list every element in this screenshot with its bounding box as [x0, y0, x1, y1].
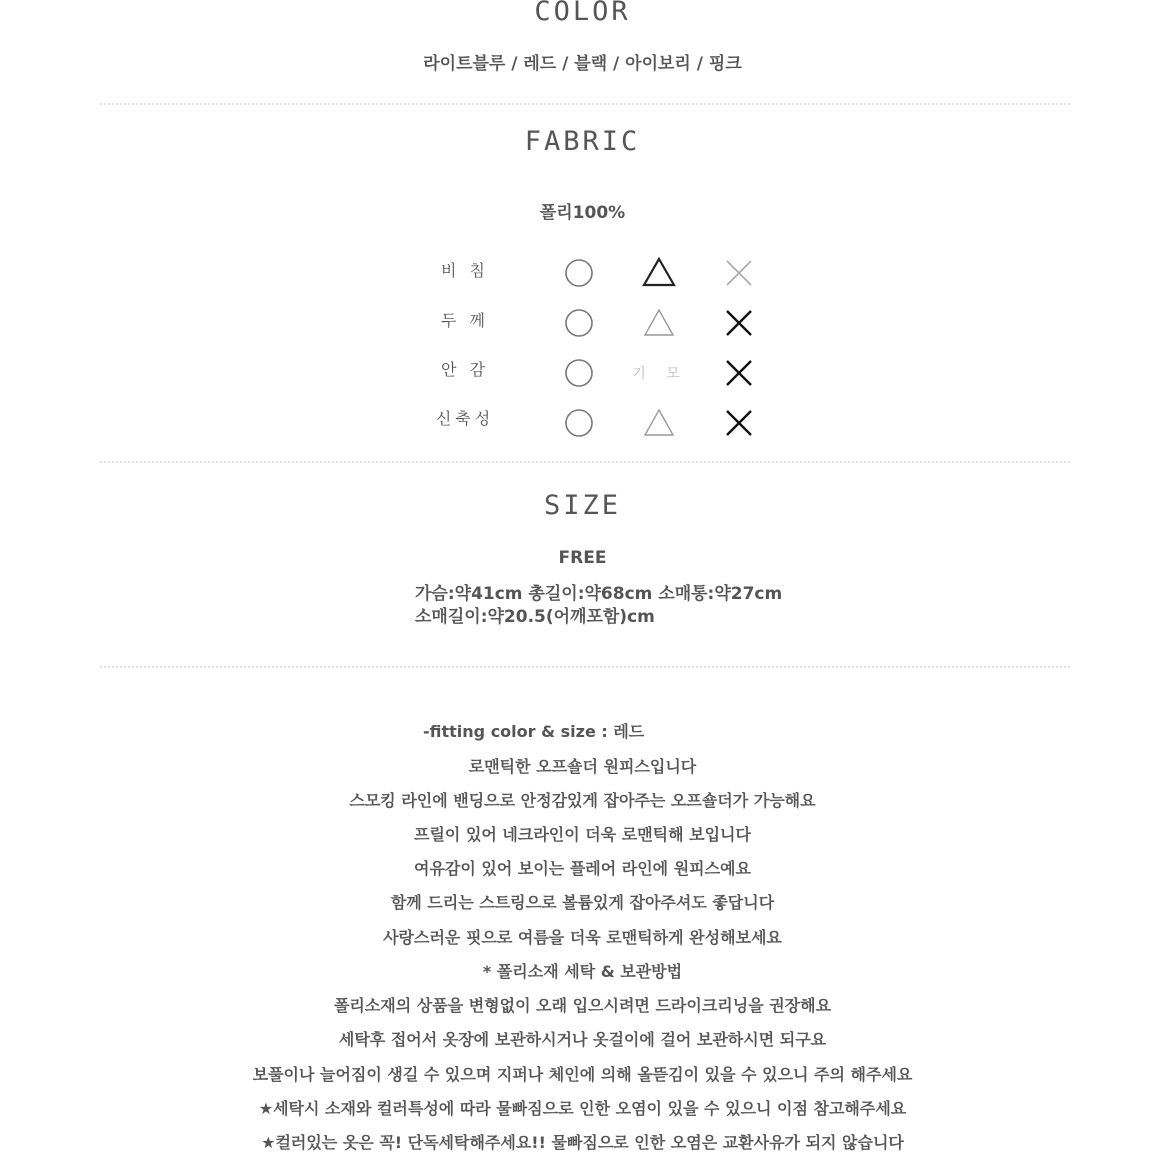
description-line: 사랑스러운 핏으로 여름을 더욱 로맨틱하게 완성해보세요	[383, 928, 782, 947]
x-icon	[719, 253, 759, 293]
x-icon-selected	[719, 303, 759, 343]
care-heading: * 폴리소재 세탁 & 보관방법	[482, 962, 683, 981]
row-label-sheerness: 비 침	[441, 261, 489, 280]
divider	[100, 103, 1070, 105]
circle-icon	[559, 403, 599, 443]
description-line: 함께 드리는 스트링으로 볼륨있게 잡아주셔도 좋답니다	[390, 893, 775, 912]
circle-icon	[559, 303, 599, 343]
row-label-thickness: 두 께	[441, 311, 489, 330]
care-line: 폴리소재의 상품을 변형없이 오래 입으시려면 드라이크리닝을 권장해요	[333, 996, 832, 1015]
fabric-heading: FABRIC	[524, 126, 641, 157]
brushed-label: 기 모	[632, 366, 688, 382]
x-icon-selected	[719, 353, 759, 393]
description-line: 프릴이 있어 네크라인이 더욱 로맨틱해 보입니다	[414, 825, 751, 844]
care-warning: ★컬러있는 옷은 꼭! 단독세탁해주세요!! 물빠짐으로 인한 오염은 교환사유가 되지 않습니다	[261, 1133, 904, 1152]
size-sleeve-length: 소매길이:약20.5(어깨포함)cm	[415, 607, 655, 627]
description-line: 스모킹 라인에 밴딩으로 안정감있게 잡아주는 오프숄더가 가능해요	[349, 791, 816, 810]
size-measurements: 가슴:약41cm 총길이:약68cm 소매통:약27cm	[415, 584, 783, 604]
fitting-info: -fitting color & size : 레드	[423, 722, 645, 741]
care-warning: ★세탁시 소재와 컬러특성에 따라 물빠짐으로 인한 오염이 있을 수 있으니 이점 참고해주세요	[258, 1099, 907, 1118]
triangle-icon-selected	[639, 253, 679, 293]
color-heading: COLOR	[534, 0, 631, 27]
color-options: 라이트블루 / 레드 / 블랙 / 아이보리 / 핑크	[423, 54, 742, 74]
care-line: 세탁후 접어서 옷장에 보관하시거나 옷걸이에 걸어 보관하시면 되구요	[338, 1030, 827, 1049]
divider	[100, 461, 1070, 463]
fabric-composition: 폴리100%	[539, 203, 626, 223]
divider	[100, 666, 1070, 668]
circle-icon	[559, 253, 599, 293]
x-icon-selected	[719, 403, 759, 443]
size-type: FREE	[558, 548, 607, 568]
description-line: 여유감이 있어 보이는 플레어 라인에 원피스예요	[414, 859, 751, 878]
row-label-lining: 안 감	[441, 360, 489, 379]
description-line: 로맨틱한 오프숄더 원피스입니다	[468, 757, 697, 776]
triangle-icon	[639, 403, 679, 443]
size-heading: SIZE	[543, 490, 622, 521]
row-label-stretch: 신축성	[435, 409, 495, 428]
triangle-icon	[639, 303, 679, 343]
circle-icon	[559, 353, 599, 393]
care-line: 보풀이나 늘어짐이 생길 수 있으며 지퍼나 체인에 의해 올뜯김이 있을 수 있으니 주의 해주세요	[252, 1065, 913, 1084]
